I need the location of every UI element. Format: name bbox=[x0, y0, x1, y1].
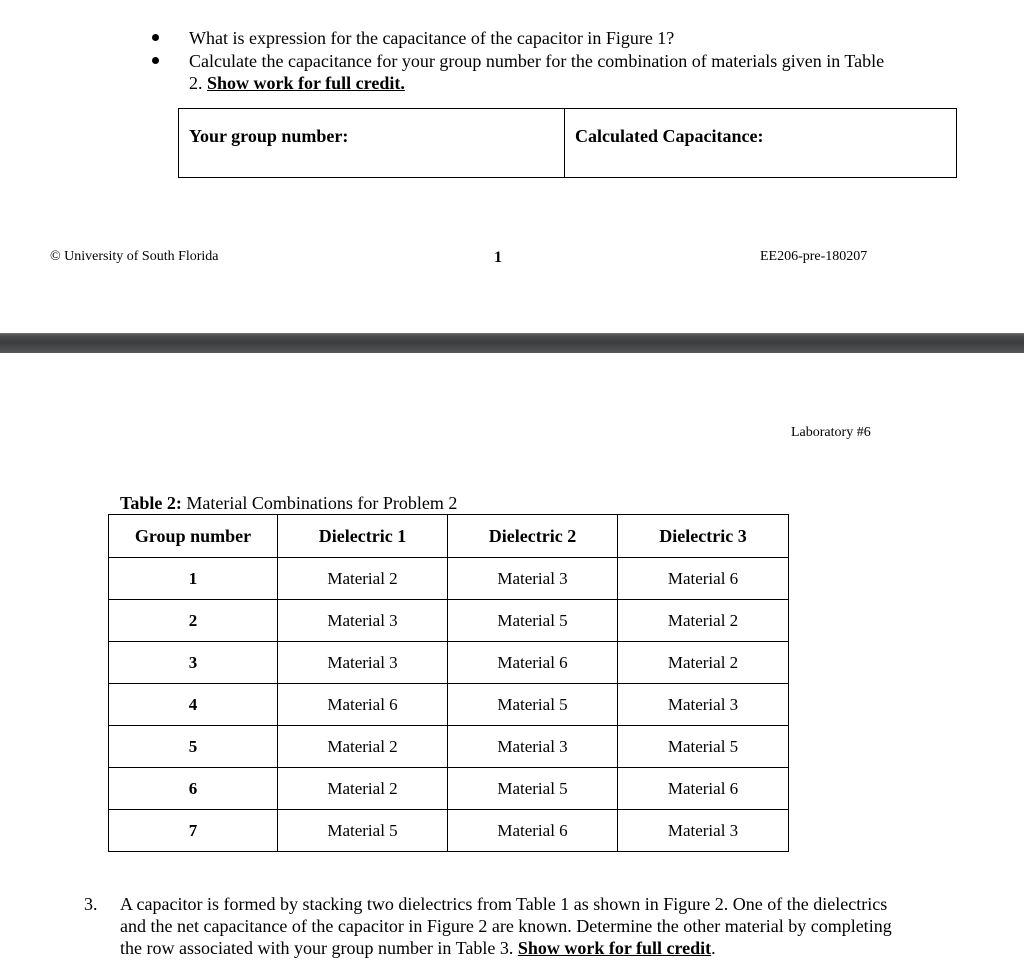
group-number-cell: 6 bbox=[109, 768, 278, 810]
table-caption-label: Table 2: bbox=[120, 493, 182, 513]
page-number: 1 bbox=[494, 249, 502, 266]
table-row bbox=[109, 642, 789, 684]
answer-box bbox=[178, 108, 957, 178]
question-calculate-capacitance-line1: Calculate the capacitance for your group number for the combination of materials given in Table bbox=[189, 51, 885, 71]
column-header-dielectric-1: Dielectric 1 bbox=[278, 515, 448, 558]
dielectric-3-cell: Material 2 bbox=[618, 600, 789, 642]
calculated-capacitance-field[interactable] bbox=[565, 109, 956, 177]
dielectric-3-cell: Material 6 bbox=[618, 558, 789, 600]
question-calculate-capacitance-line2 bbox=[189, 72, 405, 94]
dielectric-3-cell: Material 3 bbox=[618, 684, 789, 726]
problem-3-line1: A capacitor is formed by stacking two dielectrics from Table 1 as shown in Figure 2. One of the dielectrics bbox=[120, 894, 888, 914]
table-row bbox=[109, 600, 789, 642]
column-header-dielectric-2: Dielectric 2 bbox=[448, 515, 618, 558]
dielectric-3-cell: Material 6 bbox=[618, 768, 789, 810]
dielectric-1-cell: Material 6 bbox=[278, 684, 448, 726]
dielectric-1-cell: Material 2 bbox=[278, 768, 448, 810]
bullet-dot bbox=[152, 34, 159, 41]
table-caption bbox=[120, 493, 457, 514]
dielectric-2-cell: Material 3 bbox=[448, 726, 618, 768]
column-header-dielectric-3: Dielectric 3 bbox=[618, 515, 789, 558]
group-number-cell: 2 bbox=[109, 600, 278, 642]
dielectric-1-cell: Material 5 bbox=[278, 810, 448, 852]
copyright-footer: © University of South Florida bbox=[50, 249, 219, 264]
group-number-label: Your group number: bbox=[189, 126, 349, 146]
problem-3-line3-prefix: the row associated with your group number in Table 3. bbox=[120, 938, 518, 958]
dielectric-2-cell: Material 5 bbox=[448, 600, 618, 642]
dielectric-3-cell: Material 3 bbox=[618, 810, 789, 852]
problem-3-line2: and the net capacitance of the capacitor in Figure 2 are known. Determine the other material by completing bbox=[120, 916, 892, 936]
column-header-group-number: Group number bbox=[109, 515, 278, 558]
material-combinations-table bbox=[108, 514, 789, 852]
table-row bbox=[109, 558, 789, 600]
problem-3-line3 bbox=[120, 937, 1000, 959]
problem-3-line3-suffix: . bbox=[711, 938, 716, 958]
group-number-cell: 3 bbox=[109, 642, 278, 684]
table-row bbox=[109, 810, 789, 852]
table-row bbox=[109, 726, 789, 768]
dielectric-2-cell: Material 5 bbox=[448, 684, 618, 726]
table-row bbox=[109, 768, 789, 810]
dielectric-1-cell: Material 2 bbox=[278, 558, 448, 600]
table-header-row bbox=[109, 515, 789, 558]
group-number-cell: 5 bbox=[109, 726, 278, 768]
group-number-cell: 1 bbox=[109, 558, 278, 600]
show-work-emphasis: Show work for full credit. bbox=[207, 73, 405, 93]
table-row bbox=[109, 684, 789, 726]
question-line2-prefix: 2. bbox=[189, 73, 207, 93]
dielectric-2-cell: Material 5 bbox=[448, 768, 618, 810]
question-capacitance-expression: What is expression for the capacitance of the capacitor in Figure 1? bbox=[189, 28, 675, 48]
group-number-cell: 4 bbox=[109, 684, 278, 726]
calculated-capacitance-label: Calculated Capacitance: bbox=[575, 126, 764, 146]
document-code: EE206-pre-180207 bbox=[760, 249, 868, 264]
dielectric-3-cell: Material 5 bbox=[618, 726, 789, 768]
page-separator bbox=[0, 333, 1024, 353]
table-caption-title: Material Combinations for Problem 2 bbox=[181, 493, 458, 513]
dielectric-2-cell: Material 3 bbox=[448, 558, 618, 600]
show-work-emphasis: Show work for full credit bbox=[517, 938, 712, 958]
dielectric-1-cell: Material 3 bbox=[278, 642, 448, 684]
dielectric-2-cell: Material 6 bbox=[448, 810, 618, 852]
laboratory-header: Laboratory #6 bbox=[791, 425, 871, 440]
dielectric-1-cell: Material 2 bbox=[278, 726, 448, 768]
group-number-field[interactable] bbox=[179, 109, 565, 177]
dielectric-3-cell: Material 2 bbox=[618, 642, 789, 684]
dielectric-2-cell: Material 6 bbox=[448, 642, 618, 684]
group-number-cell: 7 bbox=[109, 810, 278, 852]
problem-3-number: 3. bbox=[84, 894, 98, 914]
dielectric-1-cell: Material 3 bbox=[278, 600, 448, 642]
bullet-dot bbox=[152, 57, 159, 64]
problem-3-text bbox=[120, 893, 1000, 959]
